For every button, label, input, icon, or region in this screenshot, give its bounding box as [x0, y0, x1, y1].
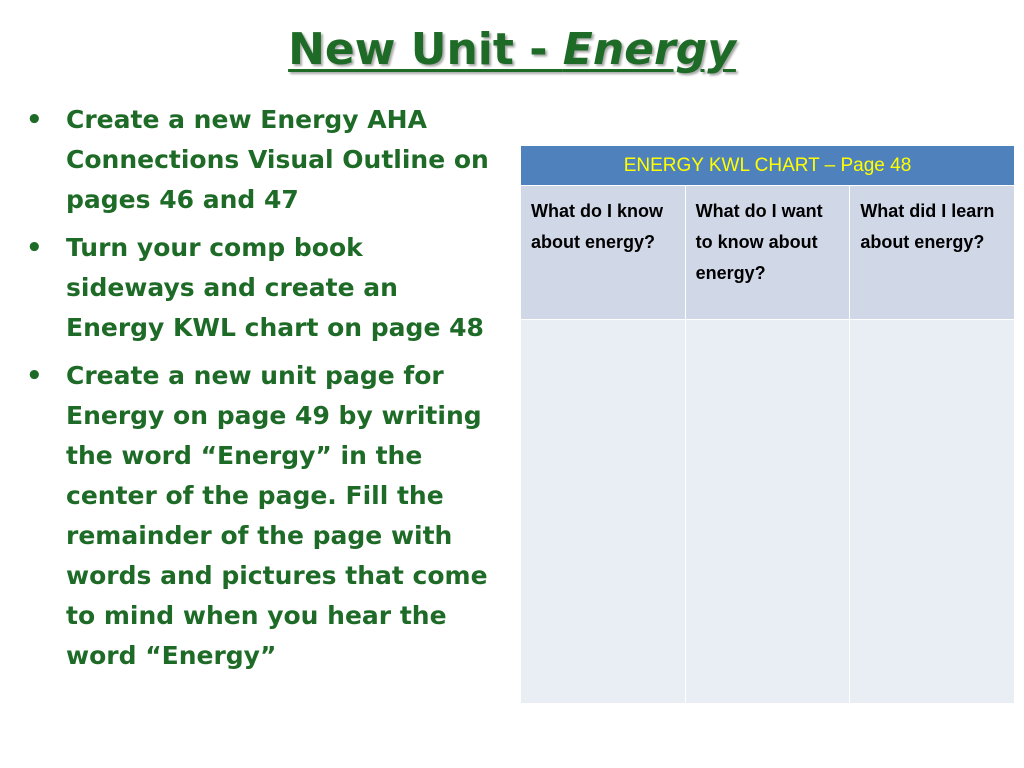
column-learned: What did I learn about energy? — [850, 186, 1015, 320]
bullet-item — [22, 228, 492, 348]
bullet-list — [22, 100, 492, 684]
bullet-text: Turn your comp book sideways and create an Energy KWL chart on page 48 — [66, 233, 484, 342]
bullet-item — [22, 100, 492, 220]
bullet-item — [22, 356, 492, 676]
answer-cell-know — [521, 320, 686, 704]
slide-title — [0, 20, 1024, 80]
bullet-text: Create a new unit page for Energy on page 49 by writing the word “Energy” in the center of the page. Fill the remainder of the page with words and pictures that come to mind when you hear the word “Energy” — [66, 361, 488, 670]
slide-title-accent: Energy — [562, 24, 736, 75]
answer-cell-want-to-know — [685, 320, 850, 704]
kwl-chart-header: ENERGY KWL CHART – Page 48 — [521, 146, 1015, 186]
question-row — [521, 186, 1015, 320]
answer-cell-learned — [850, 320, 1015, 704]
bullet-icon: • — [26, 233, 43, 263]
column-want-to-know: What do I want to know about energy? — [685, 186, 850, 320]
answer-row — [521, 320, 1015, 704]
column-know: What do I know about energy? — [521, 186, 686, 320]
slide-title-main: New Unit - — [288, 24, 563, 75]
bullet-icon: • — [26, 105, 43, 135]
bullet-icon: • — [26, 361, 43, 391]
table-header-row — [521, 146, 1015, 186]
kwl-chart-table — [520, 145, 1015, 704]
bullet-text: Create a new Energy AHA Connections Visual Outline on pages 46 and 47 — [66, 105, 489, 214]
